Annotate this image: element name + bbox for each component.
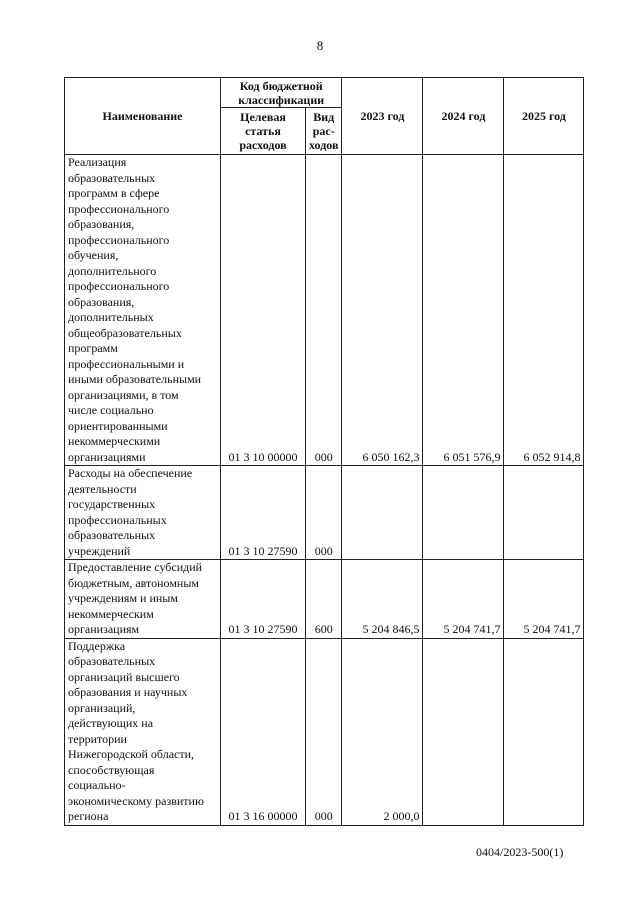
row-value-2025: 6 052 914,8 <box>504 155 584 466</box>
header-name: Наименование <box>65 78 221 155</box>
row-article: 01 3 10 27590 <box>221 466 306 560</box>
table-row <box>65 560 584 639</box>
row-value-2025: 5 204 741,7 <box>504 560 584 639</box>
row-article: 01 3 16 00000 <box>221 638 306 825</box>
row-article: 01 3 10 00000 <box>221 155 306 466</box>
header-year-2025: 2025 год <box>504 78 584 155</box>
table-header-row <box>65 78 584 108</box>
page-number: 8 <box>316 38 324 53</box>
row-value-2024: 6 051 576,9 <box>423 155 504 466</box>
row-value-2024 <box>423 638 504 825</box>
row-value-2025 <box>504 638 584 825</box>
header-kind: Вид рас- ходов <box>306 108 342 155</box>
row-kind: 000 <box>306 638 342 825</box>
table-row <box>65 638 584 825</box>
row-article: 01 3 10 27590 <box>221 560 306 639</box>
document-code: 0404/2023-500(1) <box>476 845 564 859</box>
row-value-2023: 6 050 162,3 <box>342 155 423 466</box>
row-value-2024: 5 204 741,7 <box>423 560 504 639</box>
table-row <box>65 155 584 466</box>
row-name: Поддержка образовательных организаций высшего образования и научных организаций, действующих на территории Нижегородской области, способствующая социально- экономическому развитию региона <box>65 638 221 825</box>
row-value-2025 <box>504 466 584 560</box>
header-year-2023: 2023 год <box>342 78 423 155</box>
row-value-2024 <box>423 466 504 560</box>
row-kind: 000 <box>306 466 342 560</box>
row-value-2023: 5 204 846,5 <box>342 560 423 639</box>
row-kind: 600 <box>306 560 342 639</box>
header-code-group: Код бюджетной классификации <box>221 78 342 108</box>
header-article: Целевая статья расходов <box>221 108 306 155</box>
row-value-2023 <box>342 466 423 560</box>
row-name: Реализация образовательных программ в сфере профессионального образования, профессионального обучения, дополнительного профессионального образования, дополнительных общеобразовательных программ профессиональными и иными образовательными организациями, в том числе социально ориентированными некоммерческими организациями <box>65 155 221 466</box>
row-name: Расходы на обеспечение деятельности государственных профессиональных образовательных учреждений <box>65 466 221 560</box>
budget-table <box>64 77 584 826</box>
header-year-2024: 2024 год <box>423 78 504 155</box>
row-value-2023: 2 000,0 <box>342 638 423 825</box>
table-row <box>65 466 584 560</box>
row-kind: 000 <box>306 155 342 466</box>
row-name: Предоставление субсидий бюджетным, автономным учреждениям и иным некоммерческим организациям <box>65 560 221 639</box>
